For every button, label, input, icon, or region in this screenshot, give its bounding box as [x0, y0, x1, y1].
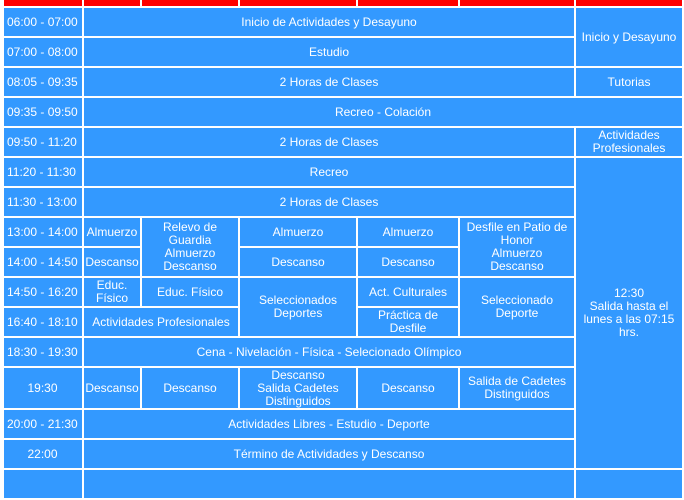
wed-cell: Descanso [240, 248, 356, 276]
header-cell-mon [84, 0, 140, 6]
activity-cell: 2 Horas de Clases [84, 128, 574, 156]
mon-cell: Almuerzo [84, 218, 140, 246]
weekend-cell [576, 470, 682, 498]
time-cell: 22:00 [4, 440, 82, 468]
header-row [4, 0, 682, 6]
header-cell-time [4, 0, 82, 6]
tue-cell: Relevo de Guardia Almuerzo Descanso [142, 218, 238, 276]
time-cell: 18:30 - 19:30 [4, 338, 82, 366]
time-cell: 19:30 [4, 368, 82, 408]
time-cell: 16:40 - 18:10 [4, 308, 82, 336]
fri-cell: Desfile en Patio de Honor Almuerzo Descanso [460, 218, 574, 276]
header-cell-wed [240, 0, 356, 6]
header-cell-thu [358, 0, 458, 6]
time-cell: 07:00 - 08:00 [4, 38, 82, 66]
activity-cell: 2 Horas de Clases [84, 188, 574, 216]
header-cell-tue [142, 0, 238, 6]
weekend-departure-cell: 12:30 Salida hasta el lunes a las 07:15 hrs. [576, 158, 682, 468]
thu-cell: Práctica de Desfile [358, 308, 458, 336]
table-row [4, 8, 682, 36]
activity-cell: 2 Horas de Clases [84, 68, 574, 96]
mon-tue-cell: Actividades Profesionales [84, 308, 238, 336]
schedule-table [2, 0, 684, 500]
thu-cell: Almuerzo [358, 218, 458, 246]
time-cell: 14:50 - 16:20 [4, 278, 82, 306]
activity-cell: Cena - Nivelación - Física - Selecionado Olímpico [84, 338, 574, 366]
time-cell: 20:00 - 21:30 [4, 410, 82, 438]
weekend-cell: Tutorias [576, 68, 682, 96]
activity-cell: Recreo - Colación [84, 98, 682, 126]
time-cell: 13:00 - 14:00 [4, 218, 82, 246]
activity-cell [84, 470, 574, 498]
activity-cell: Inicio de Actividades y Desayuno [84, 8, 574, 36]
table-row [4, 158, 682, 186]
wed-cell: Seleccionados Deportes [240, 278, 356, 336]
weekly-schedule [2, 0, 684, 500]
table-row [4, 470, 682, 498]
mon-cell: Descanso [84, 368, 140, 408]
fri-cell: Seleccionado Deporte [460, 278, 574, 336]
table-row [4, 68, 682, 96]
weekend-cell: Actividades Profesionales [576, 128, 682, 156]
activity-cell: Recreo [84, 158, 574, 186]
fri-cell: Salida de Cadetes Distinguidos [460, 368, 574, 408]
thu-cell: Act. Culturales [358, 278, 458, 306]
weekend-cell: Inicio y Desayuno [576, 8, 682, 66]
tue-cell: Educ. Físico [142, 278, 238, 306]
wed-cell: Descanso Salida Cadetes Distinguidos [240, 368, 356, 408]
activity-cell: Término de Actividades y Descanso [84, 440, 574, 468]
time-cell: 09:35 - 09:50 [4, 98, 82, 126]
time-cell: 09:50 - 11:20 [4, 128, 82, 156]
thu-cell: Descanso [358, 248, 458, 276]
mon-cell: Descanso [84, 248, 140, 276]
table-row [4, 128, 682, 156]
thu-cell: Descanso [358, 368, 458, 408]
table-row [4, 98, 682, 126]
time-cell: 14:00 - 14:50 [4, 248, 82, 276]
time-cell: 06:00 - 07:00 [4, 8, 82, 36]
header-cell-fri [460, 0, 574, 6]
time-cell: 08:05 - 09:35 [4, 68, 82, 96]
activity-cell: Actividades Libres - Estudio - Deporte [84, 410, 574, 438]
tue-cell: Descanso [142, 368, 238, 408]
header-cell-weekend [576, 0, 682, 6]
mon-cell: Educ. Físico [84, 278, 140, 306]
time-cell [4, 470, 82, 498]
time-cell: 11:30 - 13:00 [4, 188, 82, 216]
wed-cell: Almuerzo [240, 218, 356, 246]
time-cell: 11:20 - 11:30 [4, 158, 82, 186]
activity-cell: Estudio [84, 38, 574, 66]
